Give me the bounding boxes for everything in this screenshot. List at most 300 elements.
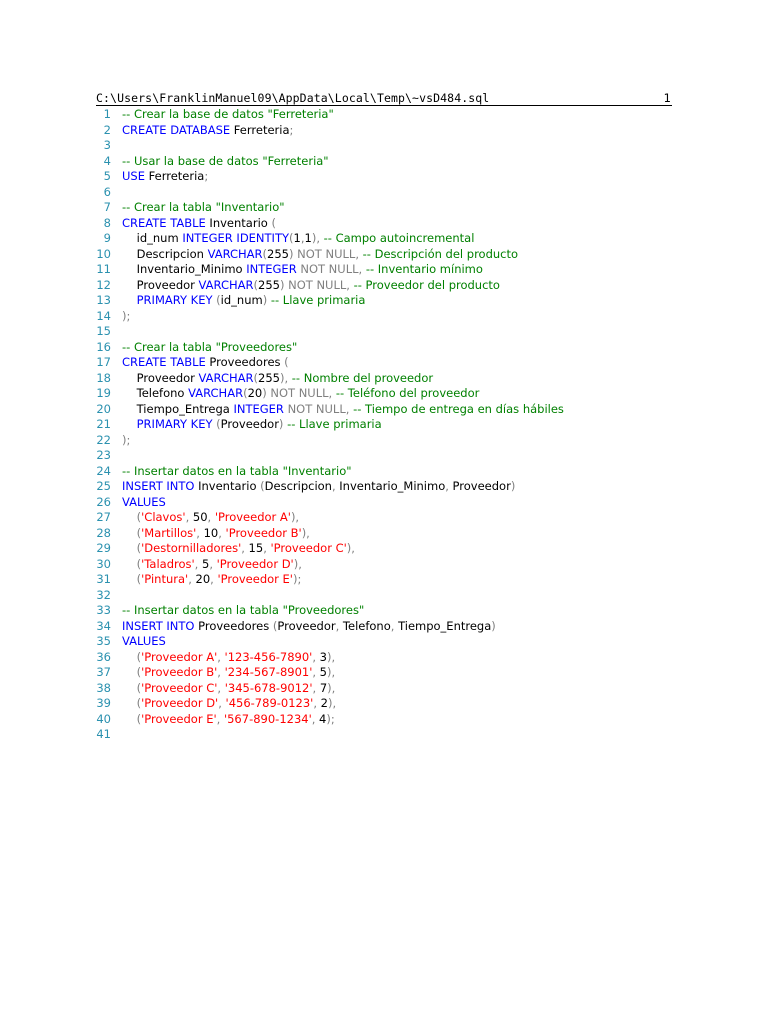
identifier-token: 255	[258, 277, 280, 292]
operator-token: NOT NULL,	[287, 401, 350, 416]
identifier-token: Descripcion	[264, 479, 332, 493]
line-number: 4	[103, 153, 111, 168]
operator-token: ),	[279, 370, 289, 385]
comment-token: -- Crear la base de datos "Ferreteria"	[122, 107, 334, 121]
code-line	[96, 495, 672, 511]
line-number: 34	[96, 618, 111, 633]
comment-token: -- Descripción del producto	[362, 246, 519, 261]
code-text	[111, 619, 672, 635]
code-text	[111, 154, 672, 170]
code-text	[111, 262, 672, 278]
code-line	[96, 371, 672, 387]
line-number: 38	[96, 680, 111, 695]
operator-token: (	[216, 417, 221, 431]
operator-token: (	[271, 215, 276, 230]
code-line	[96, 386, 672, 402]
operator-token: ,	[218, 525, 222, 540]
code-line	[96, 417, 672, 433]
operator-token: ,	[312, 649, 316, 664]
string-token: 'Proveedor A'	[214, 510, 291, 524]
code-line	[96, 340, 672, 356]
operator-token: ,	[311, 711, 316, 726]
operator-token: (	[272, 618, 278, 633]
identifier-token: 1	[304, 231, 312, 245]
code-text	[111, 557, 672, 573]
code-line	[96, 681, 672, 697]
code-line	[96, 603, 672, 619]
code-line	[96, 526, 672, 542]
code-line	[96, 634, 672, 650]
line-number: 8	[103, 215, 111, 230]
line-number: 6	[103, 184, 111, 199]
string-token: 'Clavos'	[141, 510, 186, 524]
identifier-token	[122, 557, 137, 571]
identifier-token: Proveedor	[122, 277, 199, 292]
code-text	[111, 541, 672, 557]
string-token: 'Proveedor B'	[225, 525, 302, 540]
identifier-token	[122, 293, 137, 307]
identifier-token	[122, 526, 137, 540]
line-number: 20	[96, 401, 111, 416]
code-text	[111, 464, 672, 480]
comment-token: -- Crear la tabla "Proveedores"	[122, 339, 298, 354]
code-text	[111, 665, 672, 681]
string-token: '456-789-0123'	[225, 696, 314, 710]
identifier-token	[122, 650, 137, 664]
line-number: 23	[96, 448, 111, 462]
code-text	[111, 495, 672, 511]
code-line	[96, 216, 672, 232]
code-text	[111, 386, 672, 402]
operator-token: ,	[210, 572, 214, 586]
string-token: 'Taladros'	[141, 556, 195, 571]
code-text	[111, 402, 672, 418]
keyword-token: INTEGER IDENTITY	[182, 231, 290, 245]
operator-token: (	[216, 293, 221, 307]
operator-token: ),	[327, 680, 336, 695]
identifier-token: Telefono	[339, 618, 391, 633]
string-token: 'Proveedor D'	[216, 556, 294, 571]
code-text	[111, 138, 672, 154]
string-token: '345-678-9012'	[224, 680, 313, 695]
identifier-token: 50	[189, 510, 208, 524]
keyword-token: INSERT INTO	[122, 618, 195, 633]
identifier-token: 2	[317, 696, 328, 710]
code-text	[111, 526, 672, 542]
operator-token: (	[136, 680, 142, 695]
identifier-token: Proveedor	[122, 370, 199, 385]
operator-token: ,	[313, 696, 317, 710]
code-text	[111, 200, 672, 216]
operator-token: (	[136, 665, 142, 679]
line-number: 32	[96, 587, 111, 602]
code-text	[111, 293, 672, 309]
identifier-token: id_num	[220, 293, 263, 307]
code-text	[111, 634, 672, 650]
identifier-token	[122, 541, 137, 555]
operator-token: (	[136, 711, 142, 726]
code-text	[111, 712, 672, 728]
operator-token: ,	[217, 680, 222, 695]
code-line	[96, 324, 672, 340]
line-number: 15	[96, 324, 111, 338]
code-line	[96, 185, 672, 201]
code-line	[96, 541, 672, 557]
identifier-token: id_num	[122, 231, 183, 245]
keyword-token: INTEGER	[246, 262, 297, 276]
code-text	[111, 247, 672, 263]
line-number: 39	[96, 696, 111, 710]
keyword-token: USE	[122, 169, 145, 183]
operator-token: ,	[390, 618, 395, 633]
string-token: 'Pintura'	[141, 572, 189, 586]
code-listing	[96, 107, 672, 743]
line-number: 1	[103, 107, 111, 121]
line-number: 14	[96, 308, 111, 323]
identifier-token: Tiempo_Entrega	[122, 401, 234, 416]
operator-token: (	[136, 572, 142, 586]
operator-token: )	[510, 479, 516, 493]
operator-token: (	[253, 277, 258, 292]
code-text	[111, 123, 672, 139]
identifier-token	[122, 681, 137, 695]
operator-token: ),	[301, 525, 310, 540]
operator-token: (	[136, 696, 142, 710]
comment-token: -- Insertar datos en la tabla "Inventario"	[122, 463, 352, 478]
operator-token: (	[253, 370, 258, 385]
identifier-token: 255	[267, 246, 289, 261]
identifier-token: Proveedores	[205, 355, 285, 369]
line-number: 22	[96, 432, 111, 447]
identifier-token: Inventario	[205, 215, 272, 230]
line-number: 31	[96, 572, 111, 586]
operator-token: )	[279, 277, 285, 292]
identifier-token: Proveedor	[277, 618, 336, 633]
operator-token: (	[136, 556, 142, 571]
code-text	[111, 510, 672, 526]
identifier-token: 7	[316, 680, 328, 695]
code-line	[96, 433, 672, 449]
operator-token: (	[136, 541, 142, 555]
operator-token: (	[262, 246, 268, 261]
line-number: 11	[96, 262, 111, 276]
identifier-token: 15	[244, 541, 264, 555]
code-line	[96, 510, 672, 526]
operator-token: );	[292, 572, 302, 586]
identifier-token: Inventario	[194, 479, 261, 493]
code-text	[111, 696, 672, 712]
identifier-token: Proveedor	[448, 479, 511, 493]
operator-token: NOT NULL,	[288, 277, 350, 292]
string-token: '123-456-7890'	[224, 649, 313, 664]
line-number: 16	[96, 339, 111, 354]
line-number: 10	[96, 246, 111, 261]
operator-token: )	[262, 293, 268, 307]
identifier-token: 255	[258, 370, 280, 385]
keyword-token: VARCHAR	[207, 246, 263, 261]
identifier-token	[122, 712, 137, 726]
comment-token: -- Campo autoincremental	[323, 231, 475, 245]
code-line	[96, 107, 672, 123]
operator-token: );	[326, 711, 335, 726]
code-line	[96, 355, 672, 371]
code-line	[96, 464, 672, 480]
operator-token: NOT NULL,	[300, 262, 363, 276]
code-text	[111, 324, 672, 340]
operator-token: ),	[290, 510, 300, 524]
operator-token: ,	[207, 510, 212, 524]
code-line	[96, 231, 672, 247]
code-text	[111, 340, 672, 356]
keyword-token: INTEGER	[233, 401, 284, 416]
operator-token: (	[136, 525, 142, 540]
operator-token: ),	[327, 665, 336, 679]
identifier-token: 10	[199, 525, 219, 540]
operator-token: )	[289, 246, 294, 261]
code-text	[111, 309, 672, 325]
line-number: 12	[96, 277, 111, 292]
operator-token: NOT NULL,	[270, 386, 333, 400]
line-number: 33	[96, 603, 111, 617]
code-line	[96, 402, 672, 418]
keyword-token: VALUES	[122, 634, 166, 648]
page-number: 1	[663, 91, 671, 105]
identifier-token: 4	[315, 711, 327, 726]
string-token: 'Proveedor C'	[141, 680, 218, 695]
code-text	[111, 107, 672, 123]
identifier-token: 20	[247, 386, 263, 400]
line-number: 37	[96, 665, 111, 679]
operator-token: (	[243, 386, 248, 400]
operator-token: );	[122, 308, 131, 323]
operator-token: );	[122, 432, 131, 447]
keyword-token: PRIMARY KEY	[136, 293, 213, 307]
comment-token: -- Llave primaria	[287, 417, 382, 431]
line-number: 29	[96, 541, 111, 555]
operator-token: )	[262, 386, 267, 400]
identifier-token: Proveedores	[194, 618, 273, 633]
code-text	[111, 681, 672, 697]
code-text	[111, 169, 672, 185]
code-text	[111, 479, 672, 495]
identifier-token	[122, 572, 137, 586]
line-number: 21	[96, 417, 111, 431]
line-number: 13	[96, 293, 111, 307]
line-number: 18	[96, 370, 111, 385]
code-text	[111, 572, 672, 588]
operator-token: ;	[204, 169, 209, 183]
code-text	[111, 650, 672, 666]
string-token: 'Proveedor A'	[141, 649, 218, 664]
operator-token: ,	[209, 556, 213, 571]
string-token: 'Proveedor C'	[270, 541, 347, 555]
identifier-token: Proveedor	[220, 417, 279, 431]
code-line	[96, 650, 672, 666]
keyword-token: VALUES	[122, 494, 166, 509]
operator-token: ,	[217, 649, 221, 664]
identifier-token: 3	[316, 649, 327, 664]
operator-token: ,	[185, 510, 190, 524]
code-line	[96, 448, 672, 464]
identifier-token: 5	[316, 665, 328, 679]
operator-token: ,	[196, 525, 200, 540]
line-number: 26	[96, 494, 111, 509]
identifier-token: Ferreteria	[144, 169, 205, 183]
line-number: 41	[96, 727, 111, 741]
identifier-token: Tiempo_Entrega	[394, 618, 492, 633]
comment-token: -- Llave primaria	[270, 293, 366, 307]
string-token: 'Proveedor E'	[141, 711, 217, 726]
operator-token: ,	[335, 618, 340, 633]
line-number: 36	[96, 649, 111, 664]
comment-token: -- Crear la tabla "Inventario"	[122, 200, 285, 214]
operator-token: (	[136, 649, 142, 664]
code-line	[96, 696, 672, 712]
comment-token: -- Inventario mínimo	[365, 262, 483, 276]
operator-token: ,	[300, 231, 305, 245]
code-text	[111, 231, 672, 247]
code-line	[96, 572, 672, 588]
string-token: 'Destornilladores'	[141, 541, 242, 555]
string-token: 'Proveedor D'	[141, 696, 219, 710]
string-token: 'Proveedor E'	[217, 572, 293, 586]
line-number: 3	[103, 138, 111, 152]
line-number: 5	[103, 169, 111, 183]
keyword-token: PRIMARY KEY	[136, 417, 213, 431]
keyword-token: CREATE DATABASE	[122, 122, 231, 137]
operator-token: ,	[217, 665, 221, 679]
code-line	[96, 169, 672, 185]
code-text	[111, 355, 672, 371]
line-number: 2	[103, 122, 111, 137]
operator-token: ,	[445, 479, 449, 493]
keyword-token: CREATE TABLE	[122, 355, 206, 369]
operator-token: ,	[241, 541, 245, 555]
line-number: 27	[96, 510, 111, 524]
line-number: 7	[103, 200, 111, 214]
string-token: '234-567-8901'	[224, 665, 313, 679]
keyword-token: VARCHAR	[188, 386, 244, 400]
operator-token: ,	[312, 680, 317, 695]
operator-token: ),	[346, 541, 355, 555]
code-line	[96, 309, 672, 325]
identifier-token: Telefono	[122, 386, 189, 400]
line-number: 19	[96, 386, 111, 400]
operator-token: (	[289, 231, 294, 245]
code-text	[111, 433, 672, 449]
string-token: '567-890-1234'	[223, 711, 312, 726]
keyword-token: INSERT INTO	[122, 479, 195, 493]
operator-token: )	[278, 417, 284, 431]
operator-token: ),	[326, 649, 336, 664]
comment-token: -- Usar la base de datos "Ferreteria"	[122, 153, 329, 168]
operator-token: ,	[188, 572, 192, 586]
operator-token: ),	[311, 231, 320, 245]
keyword-token: VARCHAR	[198, 277, 254, 292]
comment-token: -- Tiempo de entrega en días hábiles	[353, 401, 564, 416]
operator-token: (	[260, 479, 265, 493]
operator-token: (	[284, 355, 289, 369]
operator-token: ,	[331, 479, 336, 493]
code-line	[96, 293, 672, 309]
operator-token: (	[136, 510, 142, 524]
code-line	[96, 278, 672, 294]
line-number: 28	[96, 525, 111, 540]
comment-token: -- Insertar datos en la tabla "Proveedores"	[122, 603, 365, 617]
identifier-token: 5	[198, 556, 210, 571]
identifier-token: Inventario_Minimo	[335, 479, 446, 493]
operator-token: ),	[327, 696, 337, 710]
file-path: C:\Users\FranklinManuel09\AppData\Local\Temp\~vsD484.sql	[96, 91, 490, 105]
operator-token: NOT NULL,	[297, 246, 359, 261]
identifier-token: Ferreteria	[230, 122, 290, 137]
comment-token: -- Nombre del proveedor	[291, 370, 434, 385]
line-number: 17	[96, 355, 111, 369]
code-line	[96, 262, 672, 278]
comment-token: -- Teléfono del proveedor	[335, 386, 480, 400]
line-number: 30	[96, 556, 111, 571]
identifier-token: Descripcion	[122, 246, 208, 261]
code-text	[111, 216, 672, 232]
identifier-token	[122, 417, 137, 431]
code-line	[96, 619, 672, 635]
code-text	[111, 371, 672, 387]
operator-token: ,	[312, 665, 317, 679]
identifier-token	[122, 510, 137, 524]
operator-token: ,	[194, 556, 199, 571]
code-line	[96, 479, 672, 495]
code-text	[111, 417, 672, 433]
string-token: 'Proveedor B'	[141, 665, 218, 679]
code-text	[111, 448, 672, 464]
code-line	[96, 557, 672, 573]
keyword-token: CREATE TABLE	[122, 215, 206, 230]
page-header	[96, 90, 672, 106]
operator-token: ;	[289, 122, 294, 137]
code-text	[111, 278, 672, 294]
code-line	[96, 138, 672, 154]
comment-token: -- Proveedor del producto	[353, 277, 500, 292]
line-number: 40	[96, 711, 111, 726]
operator-token: )	[491, 618, 496, 633]
operator-token: ,	[263, 541, 267, 555]
identifier-token	[122, 696, 137, 710]
string-token: 'Martillos'	[141, 525, 197, 540]
code-line	[96, 665, 672, 681]
line-number: 9	[103, 231, 111, 245]
code-line	[96, 154, 672, 170]
identifier-token: 20	[191, 572, 211, 586]
line-number: 25	[96, 479, 111, 493]
code-text	[111, 185, 672, 201]
operator-token: ,	[218, 696, 222, 710]
operator-token: ,	[216, 711, 221, 726]
identifier-token	[122, 665, 137, 679]
code-line	[96, 588, 672, 604]
code-text	[111, 603, 672, 619]
code-line	[96, 123, 672, 139]
line-number: 35	[96, 634, 111, 648]
code-line	[96, 712, 672, 728]
identifier-token: Inventario_Minimo	[122, 262, 247, 276]
code-text	[111, 588, 672, 604]
operator-token: ),	[293, 556, 302, 571]
line-number: 24	[96, 463, 111, 478]
code-line	[96, 200, 672, 216]
keyword-token: VARCHAR	[198, 370, 254, 385]
code-line	[96, 727, 672, 743]
identifier-token: 1	[293, 231, 301, 245]
